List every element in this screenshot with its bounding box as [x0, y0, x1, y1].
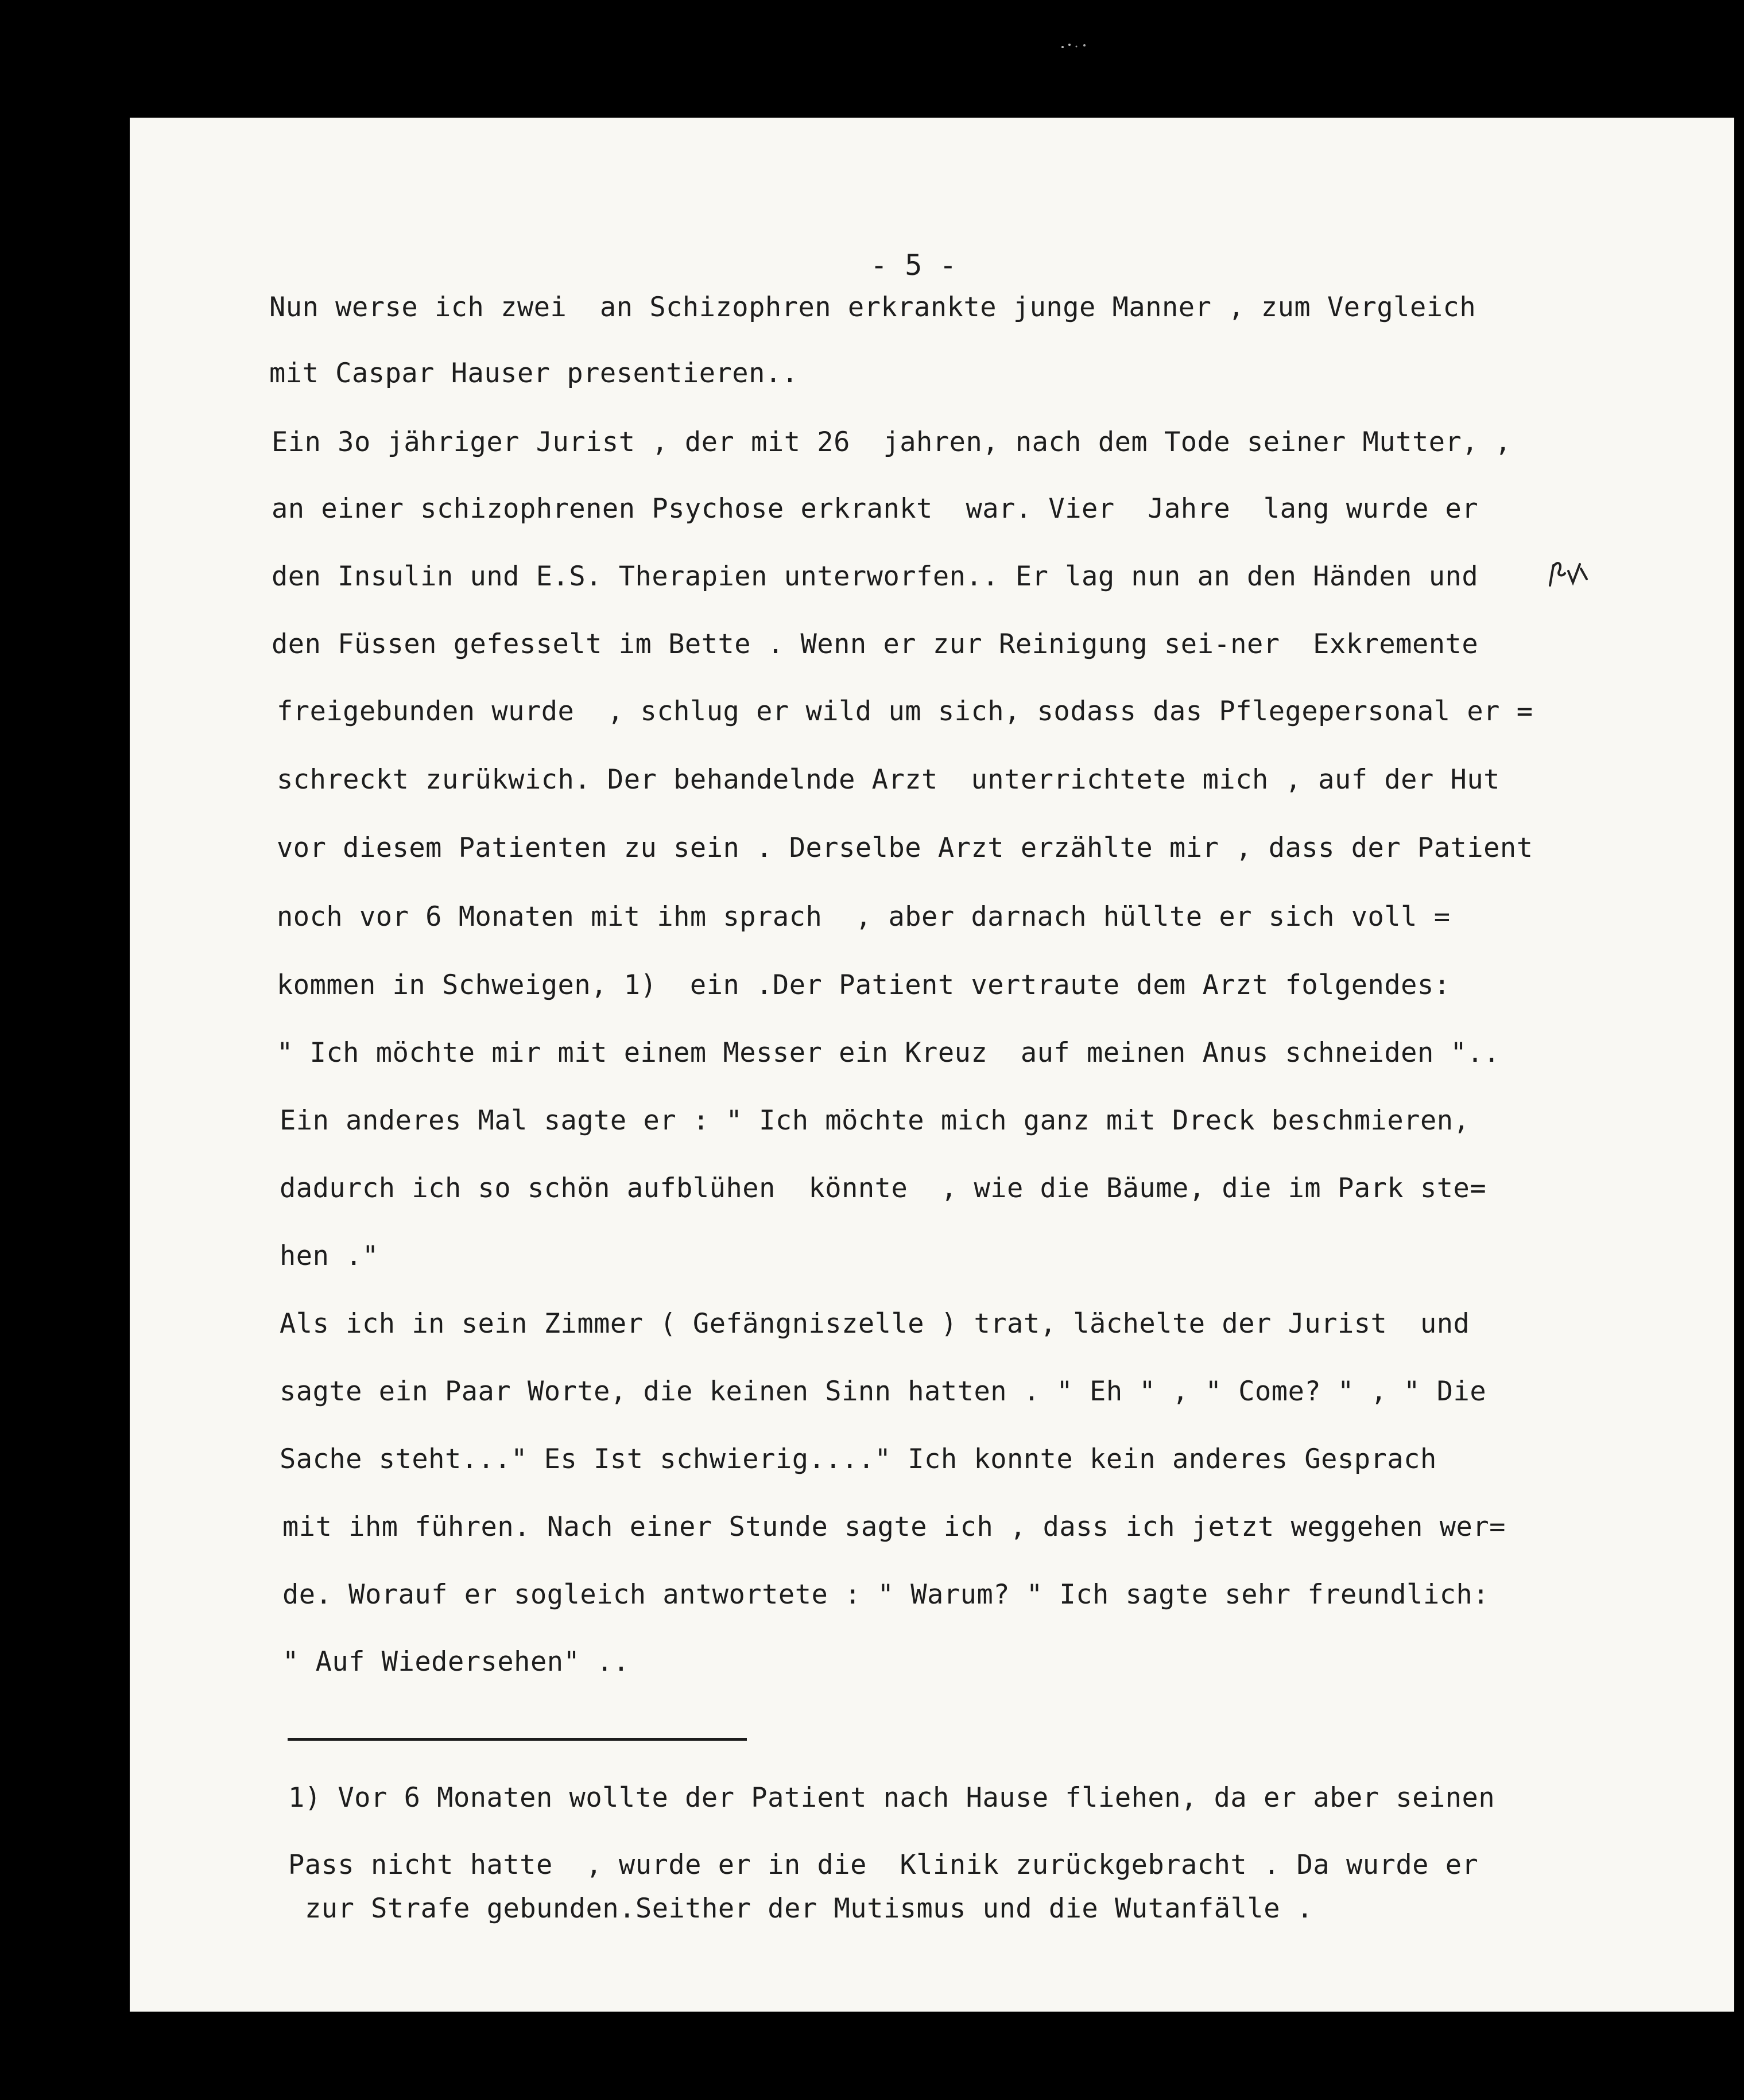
body-line: " Ich möchte mir mit einem Messer ein Kreuz auf meinen Anus schneiden "..: [277, 1037, 1500, 1069]
body-line: kommen in Schweigen, 1) ein .Der Patient vertraute dem Arzt folgendes:: [277, 969, 1451, 1001]
body-line: Als ich in sein Zimmer ( Gefängniszelle ) trat, lächelte der Jurist und: [280, 1308, 1470, 1340]
footnote-text: [130, 118, 1734, 2012]
body-line: den Füssen gefesselt im Bette . Wenn er zur Reinigung sei-ner Exkremente: [272, 628, 1479, 660]
body-line: mit Caspar Hauser presentieren..: [269, 358, 799, 389]
body-line: Ein anderes Mal sagte er : " Ich möchte mich ganz mit Dreck beschmieren,: [280, 1105, 1470, 1136]
body-line: " Auf Wiedersehen" ..: [282, 1646, 630, 1678]
body-line: den Insulin und E.S. Therapien unterworfen.. Er lag nun an den Händen und: [272, 561, 1479, 592]
footnote-line: 1) Vor 6 Monaten wollte der Patient nach Hause fliehen, da er aber seinen: [288, 1782, 1495, 1814]
scan-artifact: [1059, 40, 1094, 52]
body-line: noch vor 6 Monaten mit ihm sprach , aber darnach hüllte er sich voll =: [277, 901, 1451, 933]
footnote-line: Pass nicht hatte , wurde er in die Klinik zurückgebracht . Da wurde er: [288, 1849, 1479, 1881]
footnote-line: zur Strafe gebunden.Seither der Mutismus und die Wutanfälle .: [305, 1893, 1313, 1924]
body-line: de. Worauf er sogleich antwortete : " Warum? " Ich sagte sehr freundlich:: [282, 1579, 1490, 1610]
body-line: Sache steht..." Es Ist schwierig...." Ich konnte kein anderes Gesprach: [280, 1443, 1437, 1475]
document-page: [130, 118, 1734, 2012]
body-line: Nun werse ich zwei an Schizophren erkrankte junge Manner , zum Vergleich: [269, 292, 1476, 323]
body-line: dadurch ich so schön aufblühen könnte , wie die Bäume, die im Park ste=: [280, 1173, 1487, 1204]
body-line: Ein 3o jähriger Jurist , der mit 26 jahren, nach dem Tode seiner Mutter, ,: [272, 426, 1512, 458]
body-line: mit ihm führen. Nach einer Stunde sagte ich , dass ich jetzt weggehen wer=: [282, 1511, 1506, 1543]
page-number: - 5 -: [870, 249, 957, 282]
body-line: vor diesem Patienten zu sein . Derselbe Arzt erzählte mir , dass der Patient: [277, 832, 1533, 864]
body-line: freigebunden wurde , schlug er wild um sich, sodass das Pflegepersonal er =: [277, 696, 1533, 727]
body-line: hen .": [280, 1240, 379, 1272]
body-line: sagte ein Paar Worte, die keinen Sinn hatten . " Eh " , " Come? " , " Die: [280, 1376, 1487, 1407]
handwritten-mark: [1545, 554, 1591, 594]
body-line: schreckt zurükwich. Der behandelnde Arzt unterrichtete mich , auf der Hut: [277, 764, 1500, 795]
body-line: an einer schizophrenen Psychose erkrankt war. Vier Jahre lang wurde er: [272, 493, 1479, 525]
